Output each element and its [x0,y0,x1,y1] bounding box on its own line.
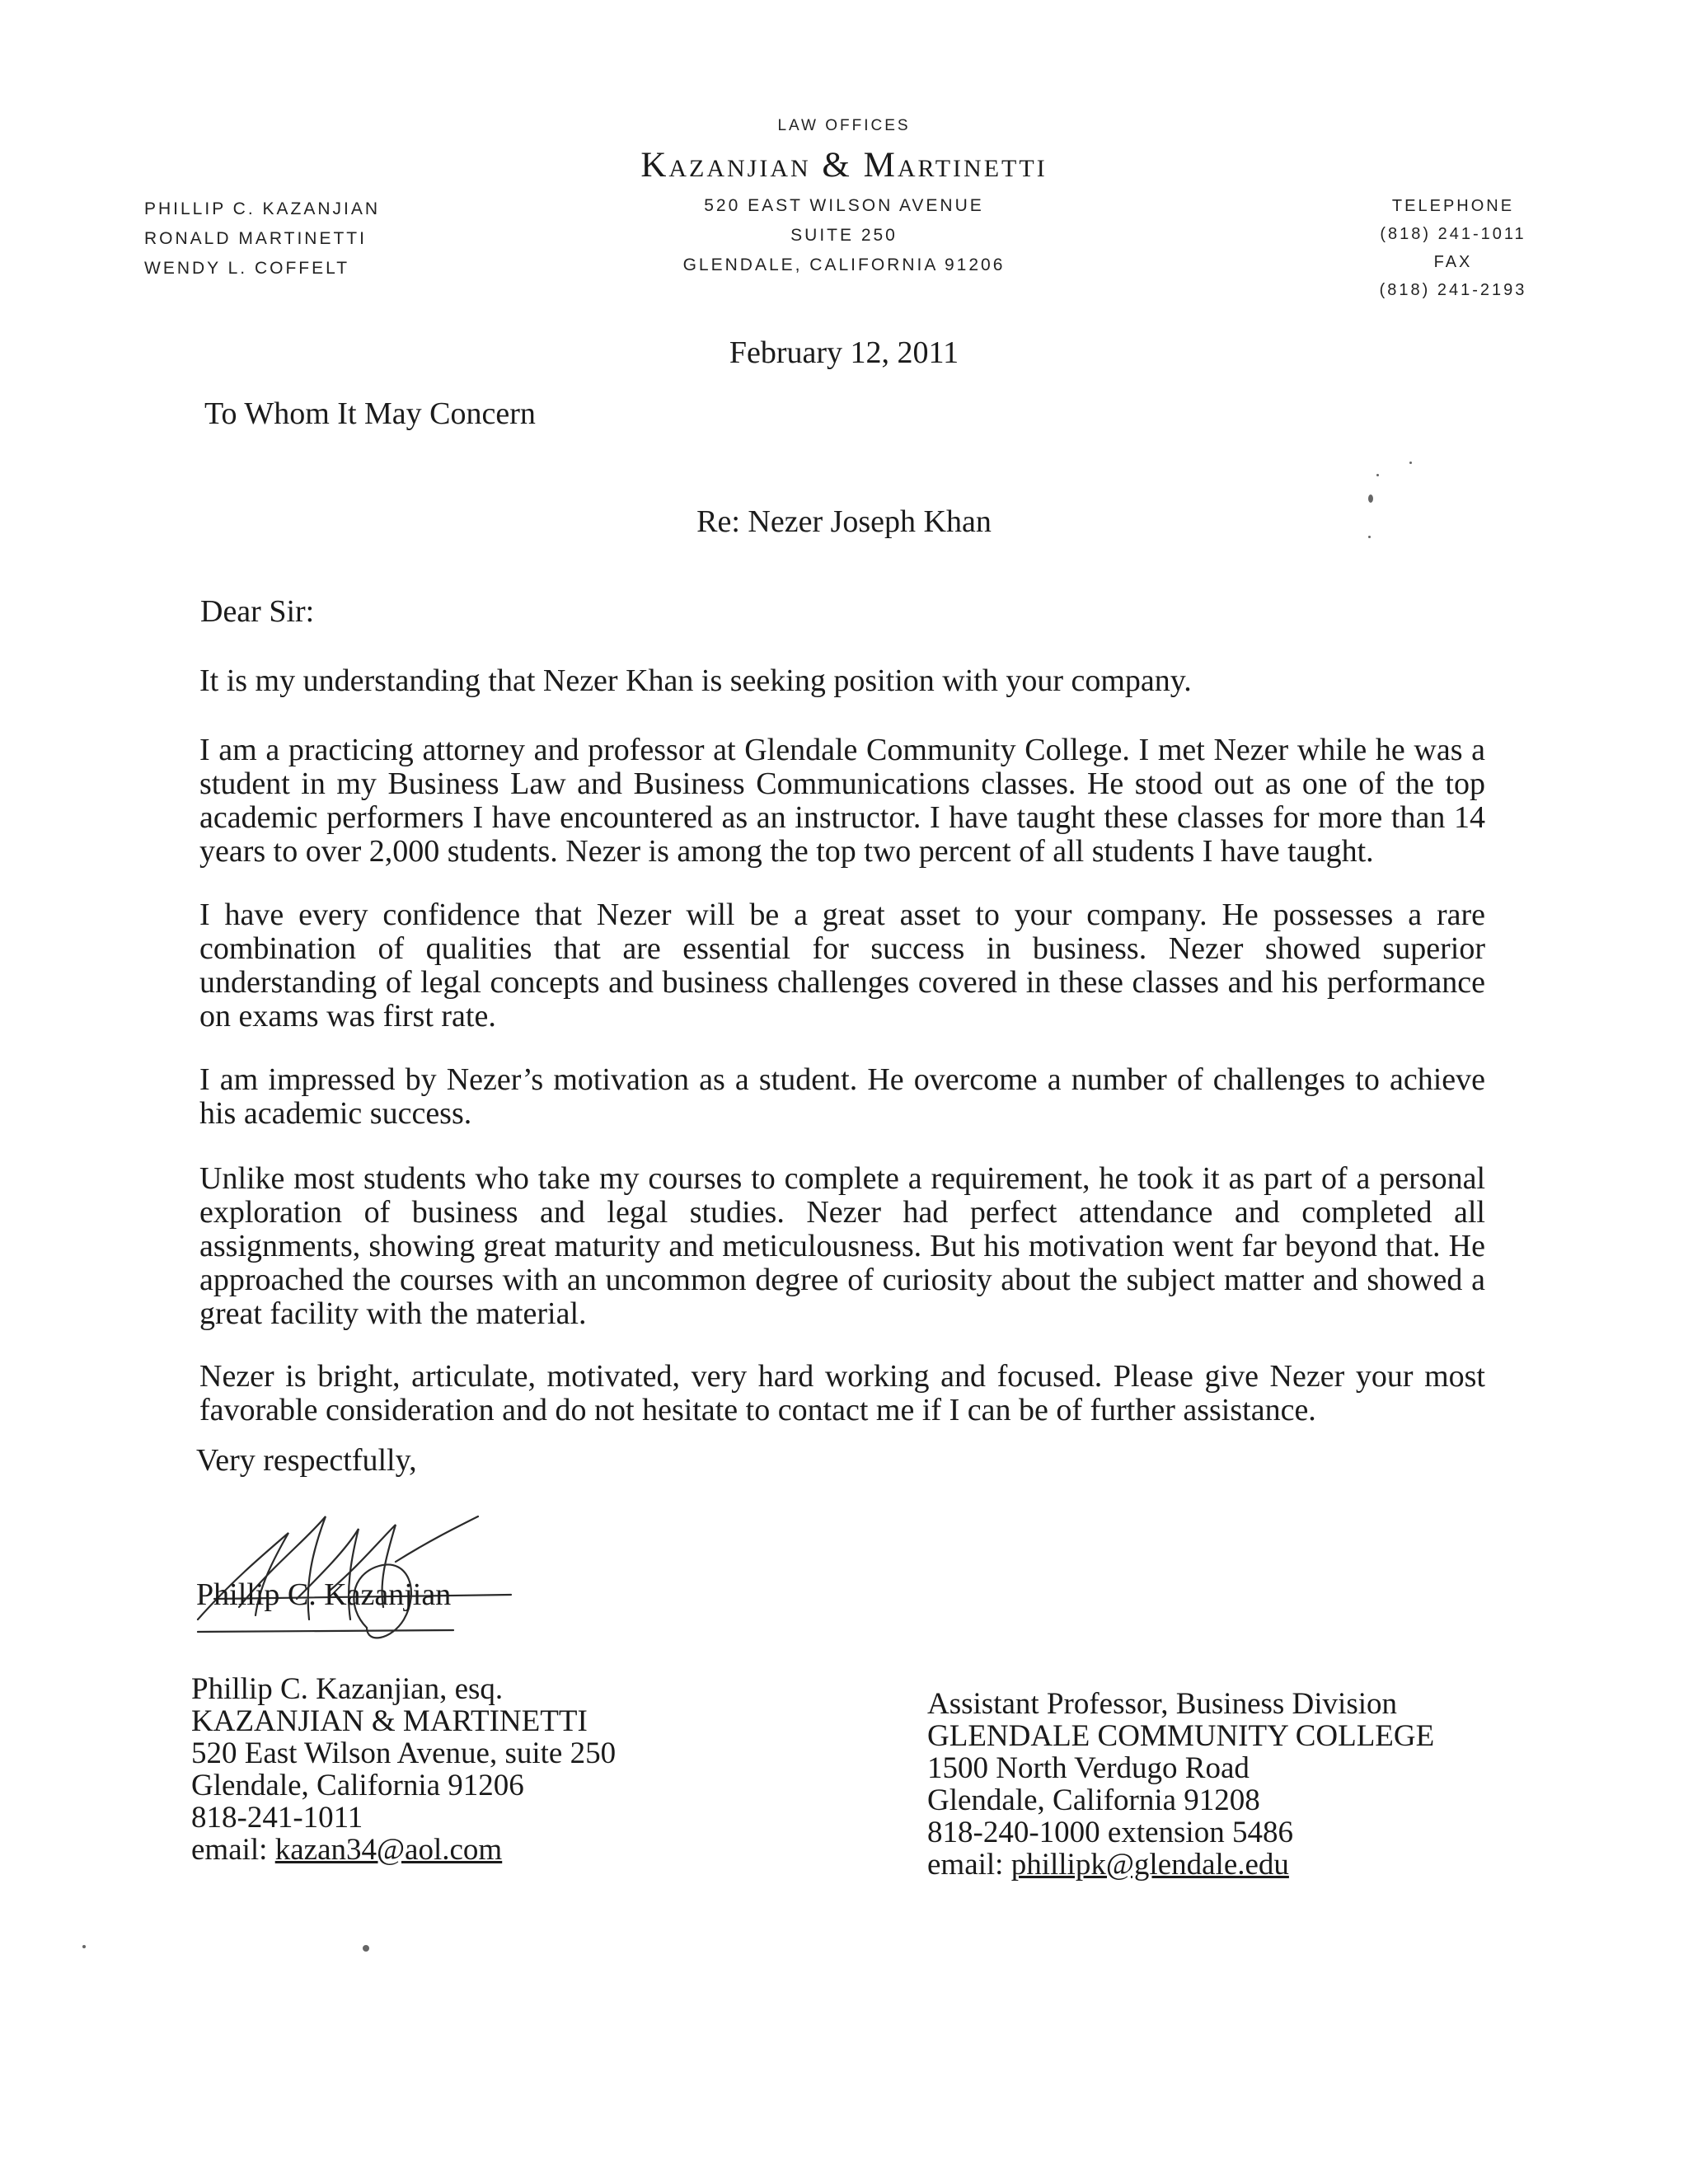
letterhead-partners [144,194,380,284]
letterhead-firm-name: Kazanjian & Martinetti [640,146,1048,185]
signer-city: Glendale, California 91206 [191,1769,524,1802]
scan-speck [82,1945,86,1948]
signature-block-right [927,1688,1434,1881]
letter-paragraph: I am a practicing attorney and professor at Glendale Community College. I met Nezer while he was a student in my Business Law and Business Communications classes. He stood out as one of the top academic performers I have encountered as an instructor. I have taught these classes for more than 14 years to over 2,000 students. Nezer is among the top two percent of all students I have taught. [199,733,1485,869]
scan-speck [1376,474,1379,476]
letter-paragraph: Unlike most students who take my courses to complete a requirement, he took it as part of a personal exploration of business and legal studies. Nezer had perfect attendance and completed all assignments, showing great maturity and meticulousness. But his motivation went far beyond that. He approached the courses with an uncommon degree of curiosity about the subject matter and showed a great facility with the material. [199,1161,1485,1331]
email-label: email: [927,1848,1004,1882]
letter-paragraph: It is my understanding that Nezer Khan is seeking position with your company. [199,663,1192,698]
signer-street: 520 East Wilson Avenue, suite 250 [191,1736,617,1770]
letterhead-address-suite: SUITE 250 [790,226,898,245]
letterhead-contact [1375,192,1531,304]
email-link[interactable]: kazan34@aol.com [274,1833,503,1867]
signer-phone: 818-241-1011 [191,1801,363,1835]
letter-subject: Re: Nezer Joseph Khan [696,504,992,539]
letter-closing: Very respectfully, [196,1443,417,1478]
fax-label: FAX [1433,253,1473,271]
scan-speck [1409,462,1412,464]
letterhead-law-offices: LAW OFFICES [777,117,911,134]
partner-name: WENDY L. COFFELT [144,259,350,278]
signature-block-left [191,1673,616,1866]
signer-institution: GLENDALE COMMUNITY COLLEGE [927,1719,1435,1753]
signer-firm: KAZANJIAN & MARTINETTI [191,1704,588,1738]
signer-phone: 818-240-1000 extension 5486 [927,1816,1293,1849]
scan-speck [363,1945,369,1952]
telephone-label: TELEPHONE [1391,197,1515,215]
letter-paragraph: Nezer is bright, articulate, motivated, very hard working and focused. Please give Nezer your most favorable consideration and do not hesitate to contact me if I can be of further assistance. [199,1359,1485,1427]
signer-email-row [191,1834,616,1866]
handwritten-signature [181,1483,560,1648]
signer-street: 1500 North Verdugo Road [927,1751,1250,1785]
letterhead-address-city: GLENDALE, CALIFORNIA 91206 [682,255,1006,274]
letterhead-address-street: 520 EAST WILSON AVENUE [704,196,984,215]
email-link[interactable]: phillipk@glendale.edu [1010,1848,1289,1882]
typed-name: Phillip C. Kazanjian [196,1577,452,1612]
letter-date: February 12, 2011 [729,335,959,370]
scan-speck [1368,536,1371,538]
signer-city: Glendale, California 91208 [927,1783,1260,1817]
letter-paragraph: I am impressed by Nezer’s motivation as a student. He overcome a number of challenges to achieve his academic success. [199,1062,1485,1131]
partner-name: RONALD MARTINETTI [144,229,367,248]
telephone-number: (818) 241-1011 [1380,225,1526,243]
letter-salutation: Dear Sir: [200,594,315,629]
fax-number: (818) 241-2193 [1379,281,1527,299]
letter-recipient: To Whom It May Concern [204,396,536,431]
signer-email-row [927,1849,1434,1881]
letter-paragraph: I have every confidence that Nezer will be a great asset to your company. He possesses a rare combination of qualities that are essential for success in business. Nezer showed superior understanding of legal concepts and business challenges covered in these classes and his performance on exams was first rate. [199,898,1485,1033]
signer-name: Phillip C. Kazanjian, esq. [191,1672,504,1706]
signer-title: Assistant Professor, Business Division [927,1687,1397,1721]
email-label: email: [191,1833,268,1867]
scan-speck [1368,494,1373,503]
partner-name: PHILLIP C. KAZANJIAN [144,199,381,218]
